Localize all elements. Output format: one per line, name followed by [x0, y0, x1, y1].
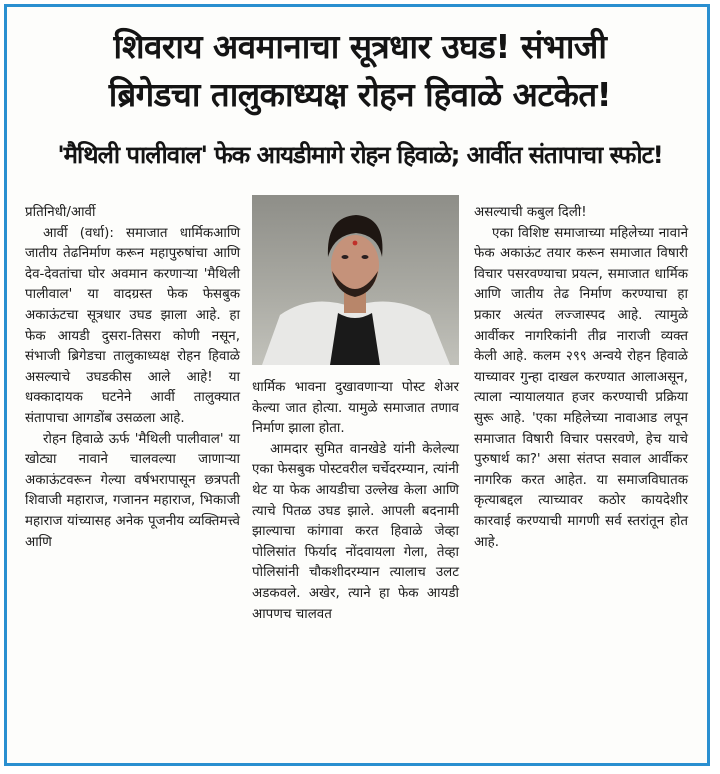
article-column-3: [474, 203, 688, 553]
portrait-icon: [252, 195, 459, 365]
subheadline: 'मैथिली पालीवाल' फेक आयडीमागे रोहन हिवाळे; आर्वीत संतापाचा स्फोट!: [57, 141, 663, 169]
article-paragraph: धार्मिक भावना दुखावणाऱ्या पोस्ट शेअर केल्या जात होत्या. यामुळे समाजात तणाव निर्माण झाला होता.: [252, 380, 459, 437]
article-column-2: [252, 378, 459, 625]
article-paragraph: आमदार सुमित वानखेडे यांनी केलेल्या एका फेसबुक पोस्टवरील चर्चेदरम्यान, त्यांनी थेट या फेक आयडीचा उल्लेख केला आणि त्याचे पितळ उघड झाले. आपली बदनामी झाल्याचा कांगावा करत हिवाळे जेव्हा पोलिसांत फिर्याद नोंदवायला गेला, तेव्हा पोलिसांनी चौकशीदरम्यान त्यालाच उलट अडकवले. अखेर, त्याने हा फेक आयडी आपणच चालवत: [252, 441, 459, 622]
article-paragraph: एका विशिष्ट समाजाच्या महिलेच्या नावाने फेक अकाऊंट तयार करून समाजात विषारी विचार पसरवण्याचा प्रयत्न, समाजात धार्मिक आणि जातीय तेढ निर्माण करण्याचा हा प्रकार अत्यंत लज्जास्पद आहे. त्यामुळे आर्वीकर नागरिकांनी तीव्र नाराजी व्यक्त केली आहे. कलम २९९ अन्वये रोहन हिवाळे याच्यावर गुन्हा दाखल करण्यात आलाअसून, त्याला न्यायालयात हजर करण्याची प्रक्रिया सुरू आहे. 'एका महिलेच्या नावाआड लपून समाजात विषारी विचार पसरवणे, हेच याचे पुरुषार्थ का?' असा संतप्त सवाल आर्वीकर नागरिक करत आहेत. या समाजविघातक कृत्याबद्दल त्याच्यावर कठोर कायदेशीर कारवाई करण्याची मागणी सर्व स्तरांतून होत आहे.: [474, 225, 688, 550]
headline-line-1: शिवराय अवमानाचा सूत्रधार उघड! संभाजी: [113, 27, 607, 66]
man-portrait-photo: [252, 195, 459, 365]
article-paragraph: रोहन हिवाळे ऊर्फ 'मैथिली पालीवाल' या खोट्या नावाने चालवल्या जाणाऱ्या अकाऊंटवरून गेल्या वर्षभरापासून छत्रपती शिवाजी महाराज, गजानन महाराज, भिकाजी महाराज यांच्यासह अनेक पूजनीय व्यक्तिमत्त्वे आणि: [25, 431, 240, 550]
headline-line-2: ब्रिगेडचा तालुकाध्यक्ष रोहन हिवाळे अटकेत!: [108, 75, 612, 114]
article-column-1: [25, 203, 240, 553]
article-paragraph: आर्वी (वर्धा): समाजात धार्मिकआणि जातीय तेढनिर्माण करून महापुरुषांचा आणि देव-देवतांचा घोर अवमान करणाऱ्या 'मैथिली पालीवाल' या वादग्रस्त फेक फेसबुक अकाऊंटचा सूत्रधार उघड झाला आहे. हा फेक आयडी दुसरा-तिसरा कोणी नसून, संभाजी ब्रिगेडचा तालुकाध्यक्ष रोहन हिवाळे असल्याचे उघडकीस आले आहे! या धक्कादायक घटनेने आर्वी तालुक्यात संतापाचा आगडोंब उसळला आहे.: [25, 225, 240, 426]
dateline: प्रतिनिधी/आर्वी: [25, 205, 96, 220]
article-paragraph: असल्याची कबुल दिली!: [474, 205, 587, 220]
